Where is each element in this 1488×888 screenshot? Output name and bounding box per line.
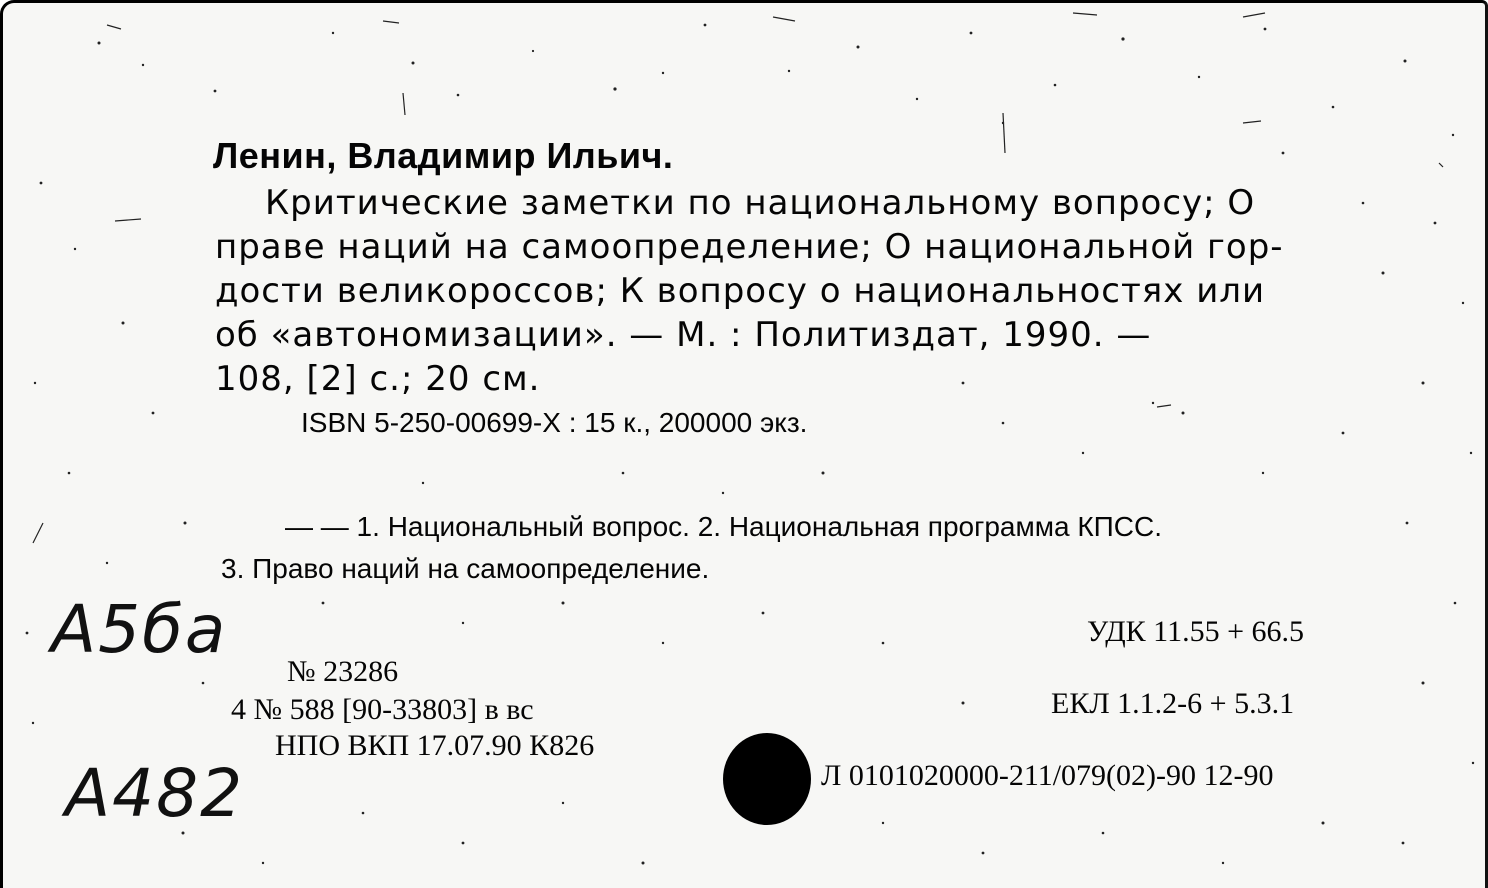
udk-code: УДК 11.55 + 66.5: [1087, 615, 1304, 648]
subject-line-2: 3. Право наций на самоопределение.: [221, 553, 710, 584]
description-line-5: 108, [2] с.; 20 см.: [215, 359, 541, 399]
author-heading: Ленин, Владимир Ильич.: [213, 135, 674, 176]
handwritten-note-1: А5ба: [51, 591, 228, 668]
isbn-line: ISBN 5-250-00699-X : 15 к., 200000 экз.: [301, 407, 808, 438]
ekl-code: ЕКЛ 1.1.2-6 + 5.3.1: [1051, 687, 1295, 720]
description-line-3: дости великороссов; К вопросу о национальностях или: [215, 271, 1266, 311]
npo-line: НПО ВКП 17.07.90 К826: [275, 729, 595, 762]
handwritten-note-2: А482: [65, 755, 245, 832]
subject-line-1: — — 1. Национальный вопрос. 2. Национальная программа КПСС.: [285, 511, 1162, 542]
l-code: Л 0101020000-211/079(02)-90 12-90: [821, 759, 1274, 792]
record-number: № 23286: [287, 655, 399, 688]
description-line-1: Критические заметки по национальному вопросу; О: [265, 183, 1256, 223]
punch-hole: [723, 733, 811, 825]
description-line-4: об «автономизации». — М. : Политиздат, 1990. —: [215, 315, 1152, 355]
description-line-2: праве наций на самоопределение; О национальной гор-: [215, 227, 1284, 267]
order-line: 4 № 588 [90-33803] в вс: [231, 693, 534, 726]
